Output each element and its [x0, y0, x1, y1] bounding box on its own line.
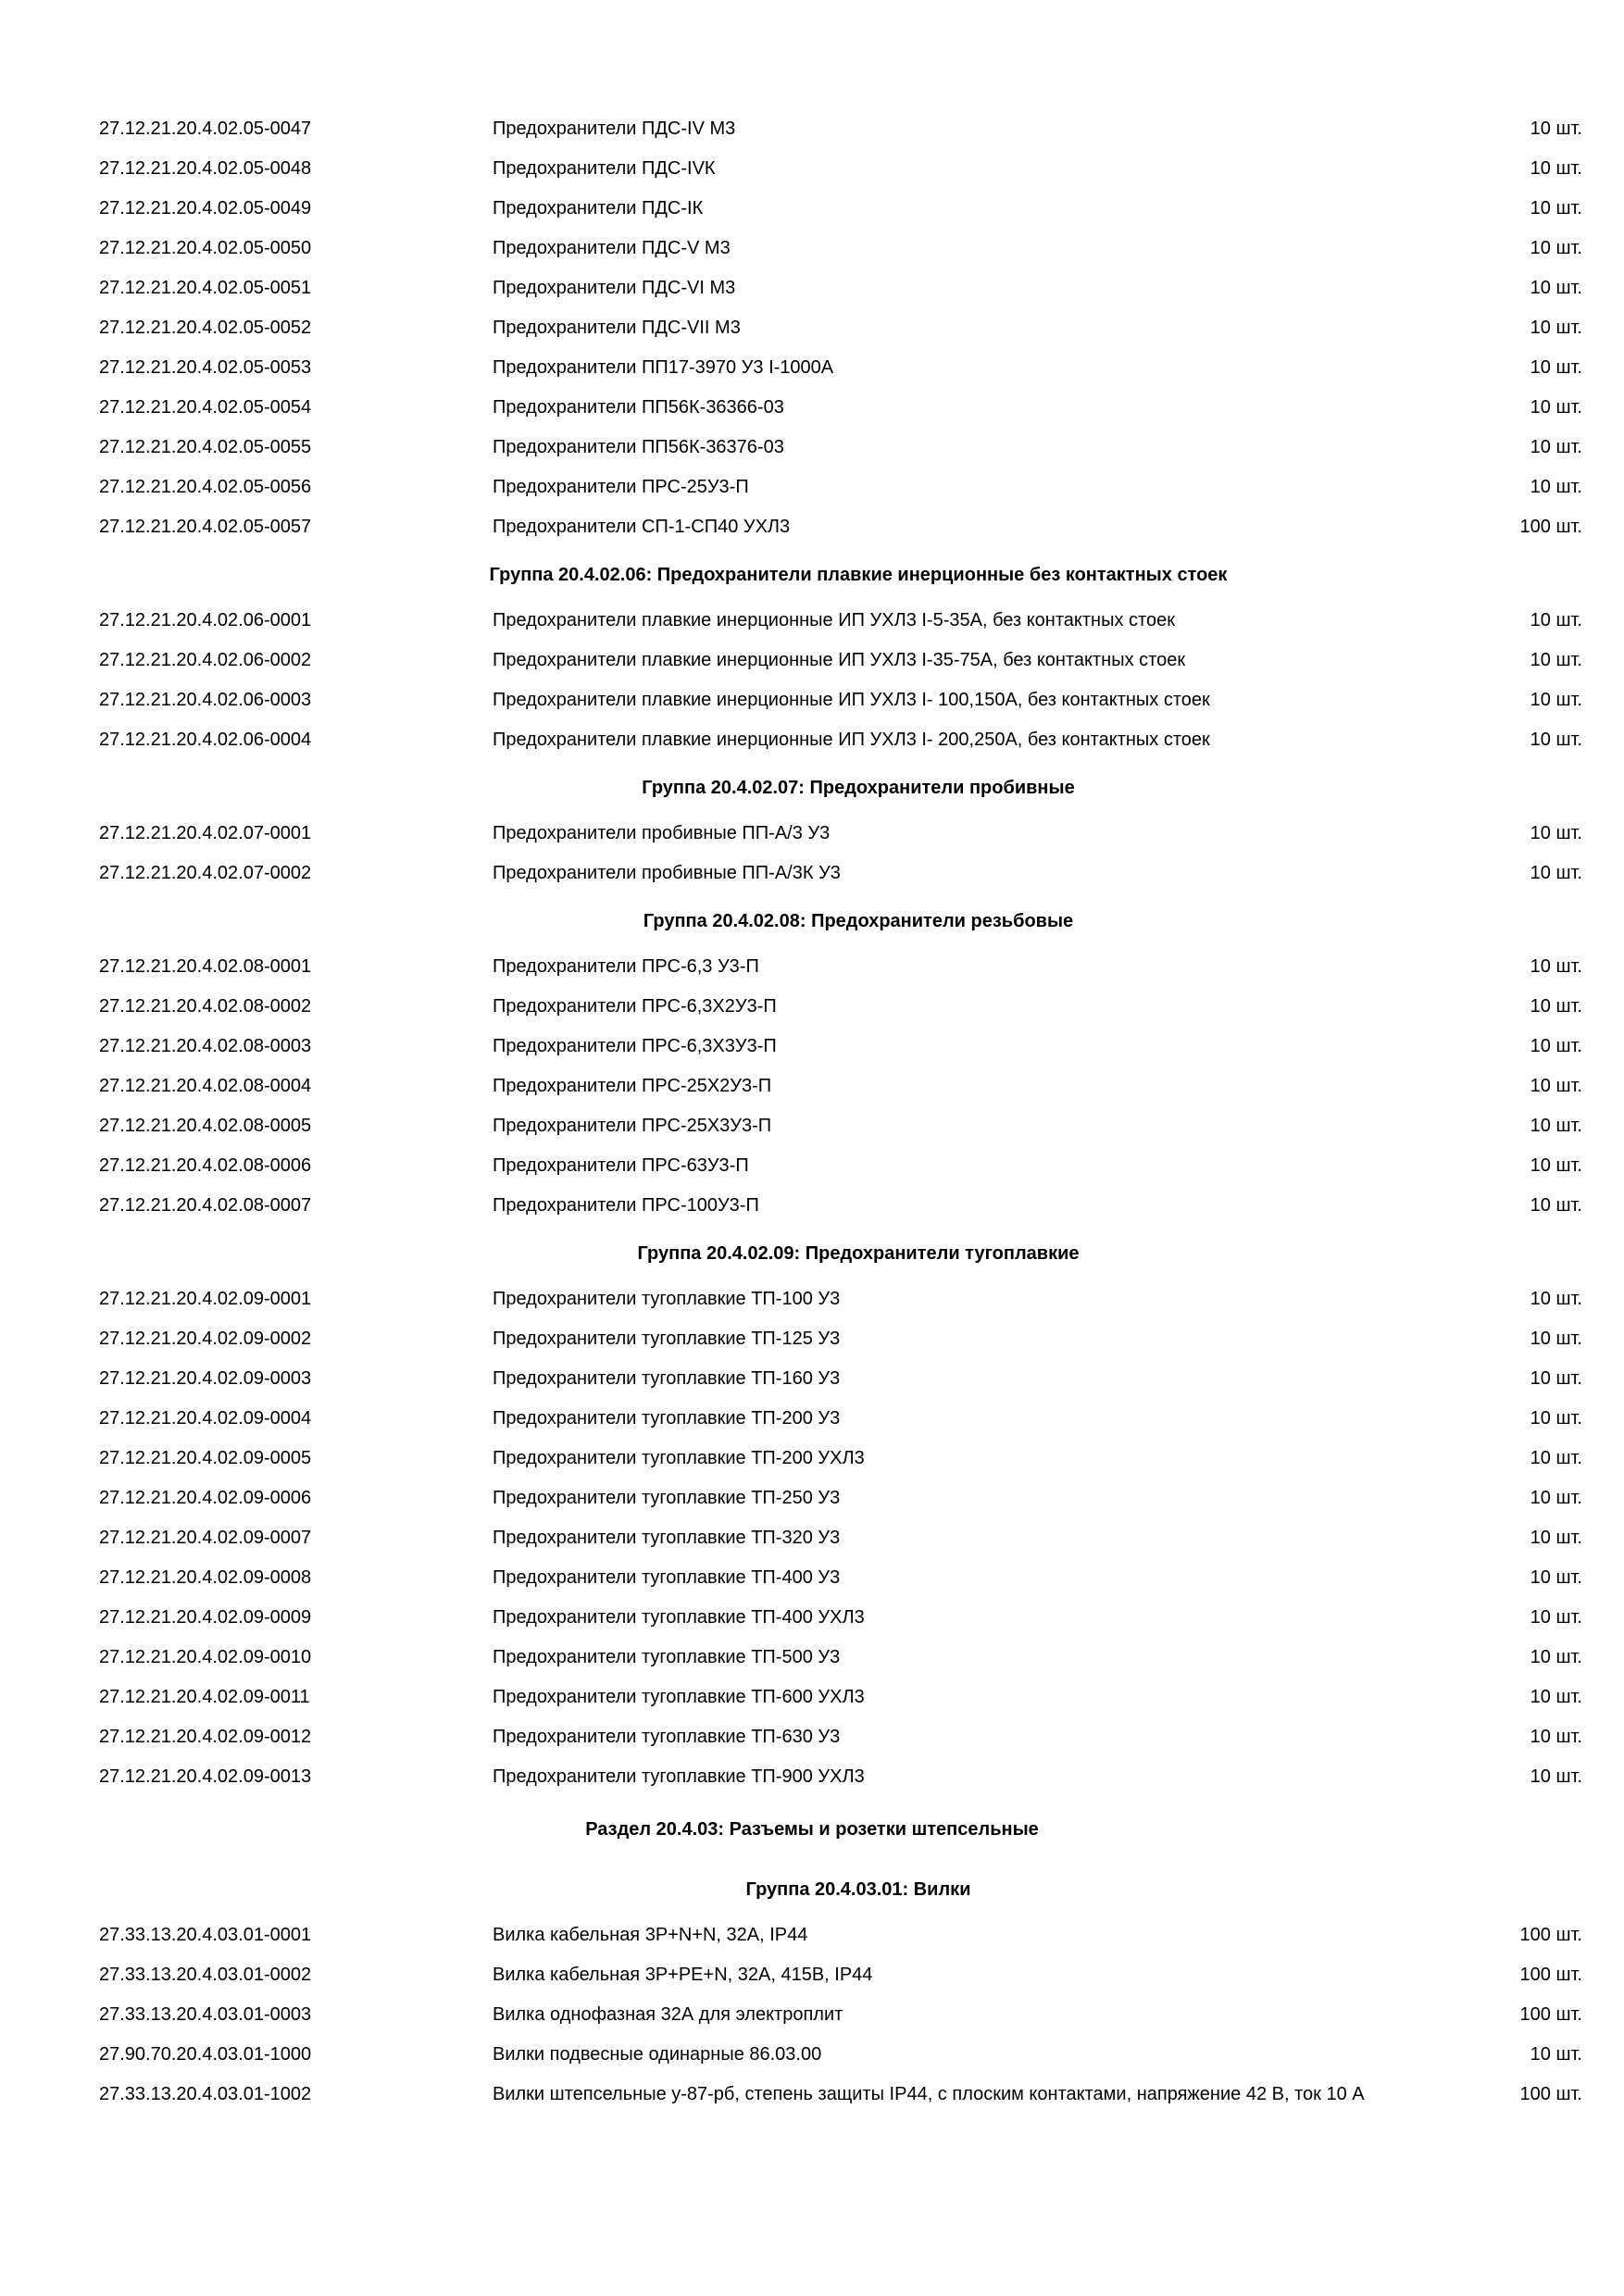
item-name: Предохранители тугоплавкие ТП-630 У3 — [493, 1727, 841, 1747]
table-row — [0, 1995, 1624, 2035]
table-row — [0, 109, 1624, 149]
table-row — [0, 1915, 1624, 1955]
table-row — [0, 641, 1624, 680]
item-quantity: 10 шт. — [1530, 1727, 1582, 1747]
item-quantity: 10 шт. — [1530, 318, 1582, 338]
item-quantity: 100 шт. — [1519, 2004, 1582, 2025]
table-row — [0, 2075, 1624, 2115]
item-code: 27.90.70.20.4.03.01-1000 — [99, 2044, 312, 2065]
item-quantity: 10 шт. — [1530, 278, 1582, 298]
item-quantity: 10 шт. — [1530, 477, 1582, 497]
table-row — [0, 308, 1624, 348]
table-row — [0, 1399, 1624, 1439]
item-code: 27.12.21.20.4.02.05-0047 — [99, 119, 312, 139]
item-quantity: 10 шт. — [1530, 1116, 1582, 1136]
item-code: 27.12.21.20.4.02.08-0003 — [99, 1036, 312, 1056]
item-code: 27.12.21.20.4.02.08-0006 — [99, 1155, 312, 1176]
item-name: Предохранители плавкие инерционные ИП УХЛ3 I- 200,250А, без контактных стоек — [493, 730, 1210, 750]
item-quantity: 10 шт. — [1530, 1329, 1582, 1349]
item-quantity: 10 шт. — [1530, 397, 1582, 418]
item-code: 27.12.21.20.4.02.09-0009 — [99, 1607, 312, 1628]
item-name: Предохранители тугоплавкие ТП-100 У3 — [493, 1289, 841, 1309]
item-name: Предохранители плавкие инерционные ИП УХЛ3 I-5-35А, без контактных стоек — [493, 610, 1175, 630]
table-row — [0, 1955, 1624, 1995]
item-code: 27.12.21.20.4.02.05-0049 — [99, 198, 312, 218]
table-row — [0, 1598, 1624, 1638]
item-name: Предохранители ПДС-VII М3 — [493, 318, 741, 338]
item-code: 27.12.21.20.4.02.09-0004 — [99, 1408, 312, 1429]
item-quantity: 10 шт. — [1530, 158, 1582, 179]
table-row — [0, 388, 1624, 428]
item-code: 27.12.21.20.4.02.05-0051 — [99, 278, 312, 298]
item-quantity: 10 шт. — [1530, 1687, 1582, 1707]
item-code: 27.12.21.20.4.02.08-0002 — [99, 996, 312, 1017]
item-code: 27.12.21.20.4.02.09-0002 — [99, 1329, 312, 1349]
table-row — [0, 601, 1624, 641]
item-quantity: 10 шт. — [1530, 1036, 1582, 1056]
section-heading: Раздел 20.4.03: Разъемы и розетки штепсельные — [585, 1819, 1039, 1840]
item-name: Предохранители плавкие инерционные ИП УХЛ3 I-35-75А, без контактных стоек — [493, 650, 1186, 670]
table-row — [0, 2035, 1624, 2075]
item-name: Предохранители тугоплавкие ТП-125 У3 — [493, 1329, 841, 1349]
item-name: Вилка однофазная 32А для электроплит — [493, 2004, 843, 2025]
table-row — [0, 229, 1624, 268]
item-quantity: 10 шт. — [1530, 610, 1582, 630]
item-name: Предохранители ПРС-6,3 У3-П — [493, 956, 759, 977]
table-row — [0, 468, 1624, 507]
item-name: Предохранители плавкие инерционные ИП УХЛ3 I- 100,150А, без контактных стоек — [493, 690, 1210, 710]
item-code: 27.12.21.20.4.02.05-0053 — [99, 357, 312, 378]
item-name: Вилки подвесные одинарные 86.03.00 — [493, 2044, 822, 2065]
group-heading: Группа 20.4.03.01: Вилки — [745, 1879, 971, 1900]
item-quantity: 10 шт. — [1530, 1528, 1582, 1548]
table-row — [0, 507, 1624, 547]
item-quantity: 100 шт. — [1519, 1965, 1582, 1985]
table-row — [0, 1106, 1624, 1146]
item-name: Предохранители ПРС-25Х2У3-П — [493, 1076, 772, 1096]
table-row — [0, 814, 1624, 854]
item-name: Предохранители тугоплавкие ТП-600 УХЛ3 — [493, 1687, 865, 1707]
table-row — [0, 1479, 1624, 1518]
table-row — [0, 1067, 1624, 1106]
item-code: 27.12.21.20.4.02.07-0001 — [99, 823, 312, 843]
item-quantity: 10 шт. — [1530, 2044, 1582, 2065]
item-code: 27.12.21.20.4.02.09-0012 — [99, 1727, 312, 1747]
item-code: 27.12.21.20.4.02.09-0013 — [99, 1766, 312, 1787]
table-row — [0, 1186, 1624, 1226]
item-name: Предохранители ПДС-VI М3 — [493, 278, 736, 298]
item-code: 27.12.21.20.4.02.09-0003 — [99, 1368, 312, 1389]
item-quantity: 10 шт. — [1530, 1647, 1582, 1667]
item-code: 27.12.21.20.4.02.06-0001 — [99, 610, 312, 630]
table-row — [0, 149, 1624, 189]
item-name: Предохранители тугоплавкие ТП-200 У3 — [493, 1408, 841, 1429]
item-name: Предохранители ПДС-V М3 — [493, 238, 731, 258]
table-row — [0, 1717, 1624, 1757]
item-code: 27.12.21.20.4.02.05-0056 — [99, 477, 312, 497]
item-quantity: 10 шт. — [1530, 1448, 1582, 1468]
item-name: Предохранители ПП56К-36376-03 — [493, 437, 784, 457]
table-row — [0, 1027, 1624, 1067]
group-heading: Группа 20.4.02.08: Предохранители резьбовые — [643, 911, 1074, 931]
item-quantity: 10 шт. — [1530, 198, 1582, 218]
item-code: 27.12.21.20.4.02.09-0008 — [99, 1567, 312, 1588]
item-quantity: 10 шт. — [1530, 238, 1582, 258]
item-quantity: 10 шт. — [1530, 690, 1582, 710]
item-name: Предохранители тугоплавкие ТП-200 УХЛ3 — [493, 1448, 865, 1468]
item-quantity: 10 шт. — [1530, 1195, 1582, 1216]
item-quantity: 10 шт. — [1530, 1368, 1582, 1389]
item-quantity: 10 шт. — [1530, 437, 1582, 457]
item-code: 27.12.21.20.4.02.06-0003 — [99, 690, 312, 710]
table-row — [0, 1146, 1624, 1186]
item-code: 27.12.21.20.4.02.06-0002 — [99, 650, 312, 670]
item-name: Предохранители ПРС-25Х3У3-П — [493, 1116, 772, 1136]
table-row — [0, 1279, 1624, 1319]
item-quantity: 10 шт. — [1530, 1155, 1582, 1176]
item-quantity: 10 шт. — [1530, 823, 1582, 843]
group-heading: Группа 20.4.02.06: Предохранители плавкие инерционные без контактных стоек — [489, 565, 1228, 585]
table-row — [0, 348, 1624, 388]
item-quantity: 10 шт. — [1530, 1289, 1582, 1309]
item-quantity: 10 шт. — [1530, 1607, 1582, 1628]
item-name: Предохранители СП-1-СП40 УХЛ3 — [493, 517, 791, 537]
item-name: Вилка кабельная 3P+PE+N, 32А, 415В, IP44 — [493, 1965, 873, 1985]
item-code: 27.12.21.20.4.02.09-0006 — [99, 1488, 312, 1508]
item-code: 27.12.21.20.4.02.07-0002 — [99, 863, 312, 883]
item-name: Предохранители ПДС-IV М3 — [493, 119, 736, 139]
table-row — [0, 268, 1624, 308]
item-name: Вилки штепсельные у-87-рб, степень защиты IP44, с плоским контактами, напряжение 42 В, ток 10 А — [493, 2084, 1365, 2104]
item-name: Предохранители тугоплавкие ТП-160 У3 — [493, 1368, 841, 1389]
item-name: Предохранители тугоплавкие ТП-500 У3 — [493, 1647, 841, 1667]
item-quantity: 10 шт. — [1530, 650, 1582, 670]
item-code: 27.12.21.20.4.02.08-0004 — [99, 1076, 312, 1096]
item-code: 27.33.13.20.4.03.01-0002 — [99, 1965, 312, 1985]
group-heading: Группа 20.4.02.07: Предохранители пробивные — [642, 778, 1075, 798]
item-code: 27.12.21.20.4.02.05-0055 — [99, 437, 312, 457]
item-name: Предохранители ПРС-63У3-П — [493, 1155, 749, 1176]
table-row — [0, 1757, 1624, 1797]
document-page — [0, 109, 1624, 2115]
item-code: 27.33.13.20.4.03.01-1002 — [99, 2084, 312, 2104]
item-quantity: 10 шт. — [1530, 119, 1582, 139]
item-code: 27.12.21.20.4.02.06-0004 — [99, 730, 312, 750]
item-quantity: 10 шт. — [1530, 956, 1582, 977]
item-name: Предохранители ПРС-6,3Х3У3-П — [493, 1036, 777, 1056]
item-code: 27.12.21.20.4.02.05-0050 — [99, 238, 312, 258]
item-name: Предохранители тугоплавкие ТП-900 УХЛ3 — [493, 1766, 865, 1787]
item-quantity: 10 шт. — [1530, 730, 1582, 750]
item-code: 27.12.21.20.4.02.09-0007 — [99, 1528, 312, 1548]
item-quantity: 10 шт. — [1530, 357, 1582, 378]
item-code: 27.12.21.20.4.02.08-0001 — [99, 956, 312, 977]
item-name: Предохранители пробивные ПП-А/3 У3 — [493, 823, 831, 843]
item-quantity: 10 шт. — [1530, 863, 1582, 883]
item-quantity: 10 шт. — [1530, 1076, 1582, 1096]
table-row — [0, 947, 1624, 987]
group-heading: Группа 20.4.02.09: Предохранители тугоплавкие — [637, 1243, 1080, 1264]
item-name: Предохранители тугоплавкие ТП-400 УХЛ3 — [493, 1607, 865, 1628]
table-row — [0, 680, 1624, 720]
item-code: 27.12.21.20.4.02.08-0005 — [99, 1116, 312, 1136]
table-row — [0, 1359, 1624, 1399]
item-code: 27.12.21.20.4.02.05-0052 — [99, 318, 312, 338]
item-code: 27.33.13.20.4.03.01-0001 — [99, 1925, 312, 1945]
item-name: Предохранители ПП17-3970 У3 I-1000А — [493, 357, 834, 378]
item-quantity: 10 шт. — [1530, 1766, 1582, 1787]
item-name: Предохранители ПРС-6,3Х2У3-П — [493, 996, 777, 1017]
item-quantity: 100 шт. — [1519, 1925, 1582, 1945]
item-name: Предохранители ПРС-100У3-П — [493, 1195, 759, 1216]
item-code: 27.12.21.20.4.02.09-0010 — [99, 1647, 312, 1667]
item-name: Предохранители тугоплавкие ТП-400 У3 — [493, 1567, 841, 1588]
item-code: 27.12.21.20.4.02.05-0048 — [99, 158, 312, 179]
item-quantity: 10 шт. — [1530, 996, 1582, 1017]
item-quantity: 10 шт. — [1530, 1567, 1582, 1588]
item-quantity: 100 шт. — [1519, 517, 1582, 537]
item-quantity: 100 шт. — [1519, 2084, 1582, 2104]
item-code: 27.33.13.20.4.03.01-0003 — [99, 2004, 312, 2025]
item-name: Предохранители ПРС-25У3-П — [493, 477, 749, 497]
table-row — [0, 1439, 1624, 1479]
table-row — [0, 1678, 1624, 1717]
item-quantity: 10 шт. — [1530, 1408, 1582, 1429]
item-name: Предохранители тугоплавкие ТП-250 У3 — [493, 1488, 841, 1508]
table-row — [0, 1319, 1624, 1359]
table-row — [0, 720, 1624, 760]
item-name: Предохранители ПДС-IК — [493, 198, 704, 218]
table-row — [0, 1638, 1624, 1678]
item-name: Предохранители пробивные ПП-А/3К У3 — [493, 863, 841, 883]
table-row — [0, 428, 1624, 468]
item-name: Предохранители ПП56К-36366-03 — [493, 397, 784, 418]
item-code: 27.12.21.20.4.02.05-0057 — [99, 517, 312, 537]
item-code: 27.12.21.20.4.02.08-0007 — [99, 1195, 312, 1216]
table-row — [0, 987, 1624, 1027]
item-name: Предохранители тугоплавкие ТП-320 У3 — [493, 1528, 841, 1548]
table-row — [0, 189, 1624, 229]
table-row — [0, 854, 1624, 893]
item-code: 27.12.21.20.4.02.05-0054 — [99, 397, 312, 418]
item-name: Вилка кабельная 3P+N+N, 32А, IP44 — [493, 1925, 808, 1945]
table-row — [0, 1518, 1624, 1558]
table-row — [0, 1558, 1624, 1598]
item-quantity: 10 шт. — [1530, 1488, 1582, 1508]
item-name: Предохранители ПДС-IVК — [493, 158, 716, 179]
item-code: 27.12.21.20.4.02.09-0011 — [99, 1687, 310, 1707]
item-code: 27.12.21.20.4.02.09-0001 — [99, 1289, 312, 1309]
item-code: 27.12.21.20.4.02.09-0005 — [99, 1448, 312, 1468]
